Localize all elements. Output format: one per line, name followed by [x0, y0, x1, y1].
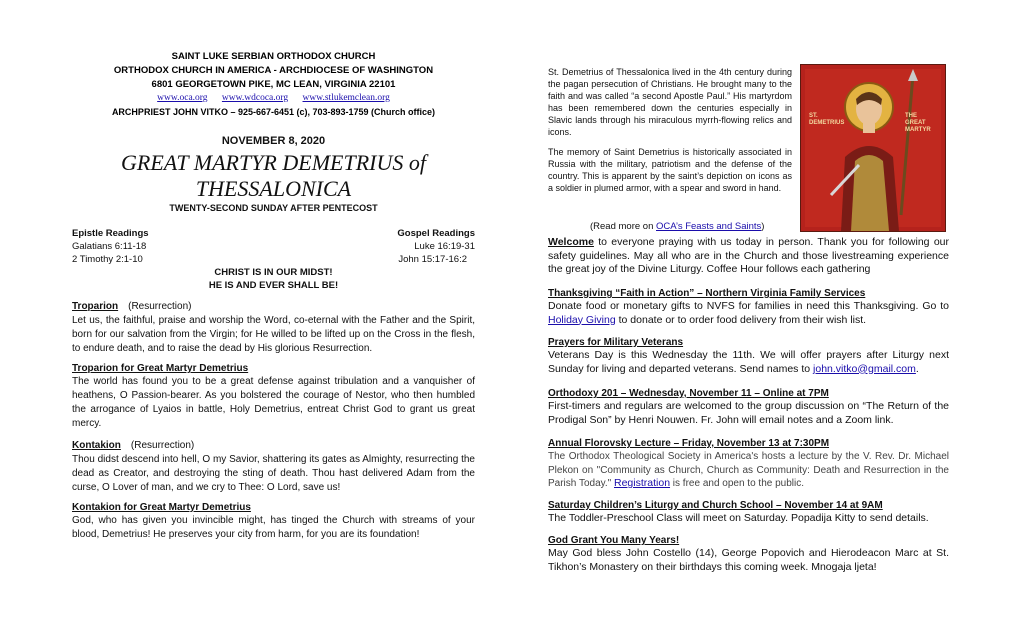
registration-link[interactable]: Registration [614, 477, 671, 489]
troparion-paren: (Resurrection) [128, 301, 192, 312]
gospel-reading: John 15:17-16:2 [398, 254, 467, 265]
troparion-saint-label: Troparion for Great Martyr Demetrius [72, 363, 249, 374]
thanksgiving-text-2: to donate or to order food delivery from their wish list. [615, 313, 867, 326]
read-more-line [590, 221, 764, 232]
email-link[interactable]: john.vitko@gmail.com [813, 362, 916, 375]
troparion-label: Troparion [72, 301, 119, 312]
veterans-title: Prayers for Military Veterans [548, 337, 684, 348]
troparion-saint-section [72, 362, 475, 431]
icon-inscription-left: ST. DEMETRIUS [809, 113, 845, 126]
welcome-section [548, 236, 949, 277]
saint-description [548, 66, 792, 202]
many-years-section [548, 534, 949, 574]
sunday-subtitle: TWENTY-SECOND SUNDAY AFTER PENTECOST [169, 203, 378, 213]
welcome-text: to everyone praying with us today in person. Thank you for following our safety guidelines. May all who are in the Church and those livestreaming experience the great joy of the Divine Liturgy. Coffee Hour follows each gathering [548, 236, 949, 275]
read-more-suffix: ) [761, 221, 765, 232]
many-years-title: God Grant You Many Years! [548, 535, 680, 546]
kontakion-label: Kontakion [72, 440, 121, 451]
link-wdcoca[interactable]: www.wdcoca.org [221, 93, 289, 103]
feast-title-line1: GREAT MARTYR DEMETRIUS of [121, 150, 426, 175]
troparion-section [72, 300, 475, 356]
florovsky-text-1: The Orthodox Theological Society in America's hosts a lecture by the V. Rev. Dr. Michael Plekon on "Community as Church, Church as Community: Death and Resurrection in the Parish Today." [548, 451, 949, 489]
bulletin-date: NOVEMBER 8, 2020 [221, 135, 326, 147]
priest-contact: ARCHPRIEST JOHN VITKO – 925-667-6451 (c), 703-893-1759 (Church office) [111, 107, 436, 117]
greeting-line2: HE IS AND EVER SHALL BE! [208, 280, 339, 291]
troparion-saint-text: The world has found you to be a great defense against tribulation and a vanquisher of heathens, O Passion-bearer. As you bolstered the courage of Nestor, who then humbled the arrogance of Lyaios in battle, Holy Demetrius, entreat Christ God to grant us great mercy. [72, 376, 475, 429]
gospel-header: Gospel Readings [397, 228, 475, 239]
saint-paragraph-2: The memory of Saint Demetrius is historically associated in Russia with the military, patriotism and the defense of the country. This is apparent by the saint’s depiction on icons as a soldier in plumed armor, with a spear and sword in hand. [548, 147, 792, 193]
florovsky-title: Annual Florovsky Lecture – Friday, November 13 at 7:30PM [548, 438, 830, 449]
florovsky-text-2: is free and open to the public. [670, 478, 805, 489]
readings-header-row [72, 227, 475, 240]
children-section [548, 499, 949, 526]
feast-title-line2: THESSALONICA [195, 176, 352, 201]
saint-icon-image [800, 64, 946, 232]
church-name: SAINT LUKE SERBIAN ORTHODOX CHURCH [171, 51, 376, 62]
epistle-reading: 2 Timothy 2:1-10 [72, 254, 143, 265]
readings-row [72, 253, 475, 266]
kontakion-saint-section [72, 501, 475, 542]
left-column [72, 50, 475, 542]
oca-feasts-link[interactable]: OCA’s Feasts and Saints [656, 221, 762, 232]
website-links [72, 92, 475, 105]
epistle-header: Epistle Readings [72, 228, 149, 239]
florovsky-section [548, 437, 949, 491]
link-stluke[interactable]: www.stlukemclean.org [302, 93, 390, 103]
kontakion-saint-text: God, who has given you invincible might, has tinged the Church with streams of your blood, Demetrius! He preserves your city from harm, for you are its foundation! [72, 515, 475, 540]
orthodoxy-title: Orthodoxy 201 – Wednesday, November 11 – Online at 7PM [548, 388, 829, 399]
icon-inscription-right: THE GREAT MARTYR [905, 113, 931, 133]
thanksgiving-text-1: Donate food or monetary gifts to NVFS for families in need this Thanksgiving. Go to [548, 300, 949, 312]
link-oca[interactable]: www.oca.org [157, 93, 208, 103]
orthodoxy-text: First-timers and regulars are welcomed to the group discussion on “The Return of the Prodigal Son” by Henri Nouwen. Fr. John will email notes and a Zoom link. [548, 400, 949, 426]
saint-paragraph-1: St. Demetrius of Thessalonica lived in the 4th century during the pagan persecution of Christians. He brought many to the faith and was called “a second Apostle Paul.” His martyrdom has been remembered down the centuries especially in Slavic lands through his miraculous myrrh-flowing relics and icons. [548, 67, 792, 137]
holiday-giving-link[interactable]: Holiday Giving [548, 313, 616, 326]
children-title: Saturday Children’s Liturgy and Church School – November 14 at 9AM [548, 500, 883, 511]
children-text: The Toddler-Preschool Class will meet on Saturday. Popadija Kitty to send details. [548, 512, 929, 524]
thanksgiving-title: Thanksgiving “Faith in Action” – Northern Virginia Family Services [548, 288, 866, 299]
kontakion-saint-label: Kontakion for Great Martyr Demetrius [72, 502, 251, 513]
church-address: 6801 GEORGETOWN PIKE, MC LEAN, VIRGINIA 22101 [151, 79, 396, 90]
kontakion-paren: (Resurrection) [130, 440, 195, 451]
veterans-section [548, 336, 949, 376]
diocese-name: ORTHODOX CHURCH IN AMERICA - ARCHDIOCESE OF WASHINGTON [113, 65, 434, 76]
kontakion-text: Thou didst descend into hell, O my Savior, shattering its gates as Almighty, resurrecting the dead as Creator, and destroying the sting of death. Thou hast delivered Adam from the curse, O Lover of man, and we cry to Thee: O Lord, save us! [72, 454, 475, 493]
many-years-text: May God bless John Costello (14), George Popovich and Hierodeacon Marc at St. Tikhon’s Monastery on their birthdays this coming week. Mnogaja ljeta! [548, 547, 949, 573]
read-more-prefix: (Read more on [590, 221, 657, 232]
gospel-reading: Luke 16:19-31 [414, 241, 475, 252]
orthodoxy-section [548, 387, 949, 427]
thanksgiving-section [548, 287, 949, 327]
kontakion-section [72, 439, 475, 495]
greeting-line1: CHRIST IS IN OUR MIDST! [214, 267, 333, 278]
welcome-label: Welcome [548, 236, 594, 248]
readings-table [72, 227, 475, 266]
veterans-text-2: . [915, 362, 919, 375]
saint-icon-illustration [801, 65, 945, 231]
veterans-text-1: Veterans Day is this Wednesday the 11th. We will offer prayers after Liturgy next Sunday for living and departed veterans. Send names to [548, 349, 949, 375]
readings-row [72, 240, 475, 253]
troparion-text: Let us, the faithful, praise and worship the Word, co-eternal with the Father and the Spirit, born for our salvation from the Virgin; for He willed to be lifted up on the Cross in the flesh, to endure death, and to raise the dead by His glorious Resurrection. [72, 315, 475, 354]
epistle-reading: Galatians 6:11-18 [72, 241, 147, 252]
